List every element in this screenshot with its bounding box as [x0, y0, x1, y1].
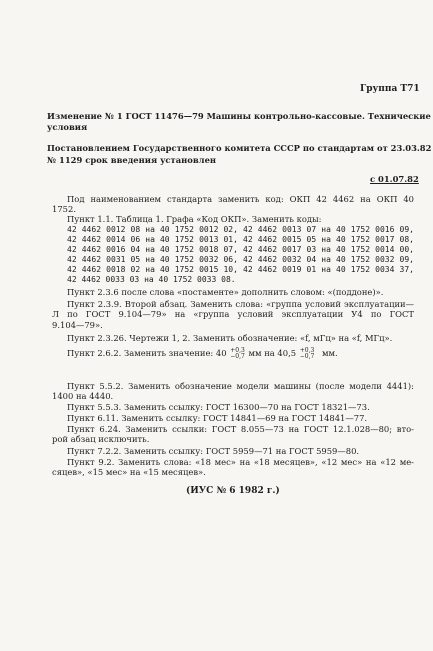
- title-line-4: № 1129 срок введения установлен: [47, 155, 217, 165]
- tolerance-old-upper: +0,3: [230, 346, 245, 354]
- footer-ius: (ИУС № 6 1982 г.): [186, 486, 280, 496]
- paragraph-5-5-2-l2: 1400 на 4440.: [52, 391, 114, 401]
- tolerance-new: [300, 348, 315, 360]
- paragraph-5-5-3: Пункт 5.5.3. Заменить ссылку: ГОСТ 16300—70 на ГОСТ 18321—73.: [67, 402, 370, 412]
- paragraph-2-3-26: Пункт 2.3.26. Чертежи 1, 2. Заменить обозначение: «f, мГц» на «f, МГц».: [67, 333, 393, 343]
- paragraph-1-1-l4: 42 4462 0016 04 на 40 1752 0018 07, 42 4462 0017 03 на 40 1752 0014 00,: [67, 245, 414, 254]
- paragraph-1-1-l3: 42 4462 0014 06 на 40 1752 0013 01, 42 4462 0015 05 на 40 1752 0017 08,: [67, 235, 414, 244]
- title-line-1: Изменение № 1 ГОСТ 11476—79 Машины контрольно-кассовые. Технические: [47, 111, 431, 121]
- paragraph-okp-l2: 1752.: [52, 204, 76, 214]
- paragraph-1-1-l7: 42 4462 0033 03 на 40 1752 0033 08.: [67, 275, 236, 284]
- group-label: Группа Т71: [360, 84, 420, 94]
- tolerance-old-lower: −0,7: [230, 352, 245, 360]
- paragraph-7-2-2: Пункт 7.2.2. Заменить ссылку: ГОСТ 5959—71 на ГОСТ 5959—80.: [67, 446, 360, 456]
- value-sentence-start: Пункт 2.6.2. Заменить значение: 40: [67, 348, 227, 358]
- value-sentence-middle: мм на 40,5: [248, 348, 297, 358]
- value-sentence-end: мм.: [322, 348, 338, 358]
- paragraph-5-5-2-l1: Пункт 5.5.2. Заменить обозначение модели машины (после модели 4441):: [67, 381, 414, 391]
- tolerance-new-upper: +0,3: [299, 346, 315, 354]
- paragraph-2-3-9-l3: 9.104—79».: [52, 320, 103, 330]
- paragraph-2-3-6: Пункт 2.3.6 после слова «постаменте» дополнить словом: «(поддоне)».: [67, 287, 384, 297]
- paragraph-1-1-l6: 42 4462 0018 02 на 40 1752 0015 10, 42 4462 0019 01 на 40 1752 0034 37,: [67, 265, 414, 274]
- paragraph-1-1-l1: Пункт 1.1. Таблица 1. Графа «Код ОКП». Заменить коды:: [67, 214, 322, 224]
- effective-date: с 01.07.82: [370, 174, 419, 184]
- paragraph-9-2-l1: Пункт 9.2. Заменить слова: «18 мес» на «18 месяцев», «12 мес» на «12 ме-: [67, 457, 414, 467]
- paragraph-6-24-l2: рой абзац исключить.: [52, 434, 150, 444]
- paragraph-2-3-9-l2: Л по ГОСТ 9.104—79» на «группа условий эксплуатации У4 по ГОСТ: [52, 309, 414, 319]
- title-line-2: условия: [47, 122, 88, 132]
- paragraph-1-1-l2: 42 4462 0012 08 на 40 1752 0012 02, 42 4462 0013 07 на 40 1752 0016 09,: [67, 225, 414, 234]
- paragraph-6-11: Пункт 6.11. Заменить ссылку: ГОСТ 14841—69 на ГОСТ 14841—77.: [67, 413, 368, 423]
- tolerance-old: [230, 348, 245, 360]
- paragraph-6-24-l1: Пункт 6.24. Заменить ссылки: ГОСТ 8.055—73 на ГОСТ 12.1.028—80; вто-: [67, 424, 414, 434]
- paragraph-okp-l1: Под наименованием стандарта заменить код: ОКП 42 4462 на ОКП 40: [67, 194, 414, 204]
- tolerance-new-lower: −0,7: [299, 352, 315, 360]
- paragraph-2-3-9-l1: Пункт 2.3.9. Второй абзац. Заменить слова: «группа условий эксплуатации—: [67, 299, 414, 309]
- paragraph-9-2-l2: сяцев», «15 мес» на «15 месяцев».: [52, 467, 206, 477]
- paragraph-1-1-l5: 42 4462 0031 05 на 40 1752 0032 06, 42 4462 0032 04 на 40 1752 0032 09,: [67, 255, 414, 264]
- title-line-3: Постановлением Государственного комитета СССР по стандартам от 23.03.82: [47, 143, 432, 153]
- paragraph-2-6-2: [67, 346, 338, 360]
